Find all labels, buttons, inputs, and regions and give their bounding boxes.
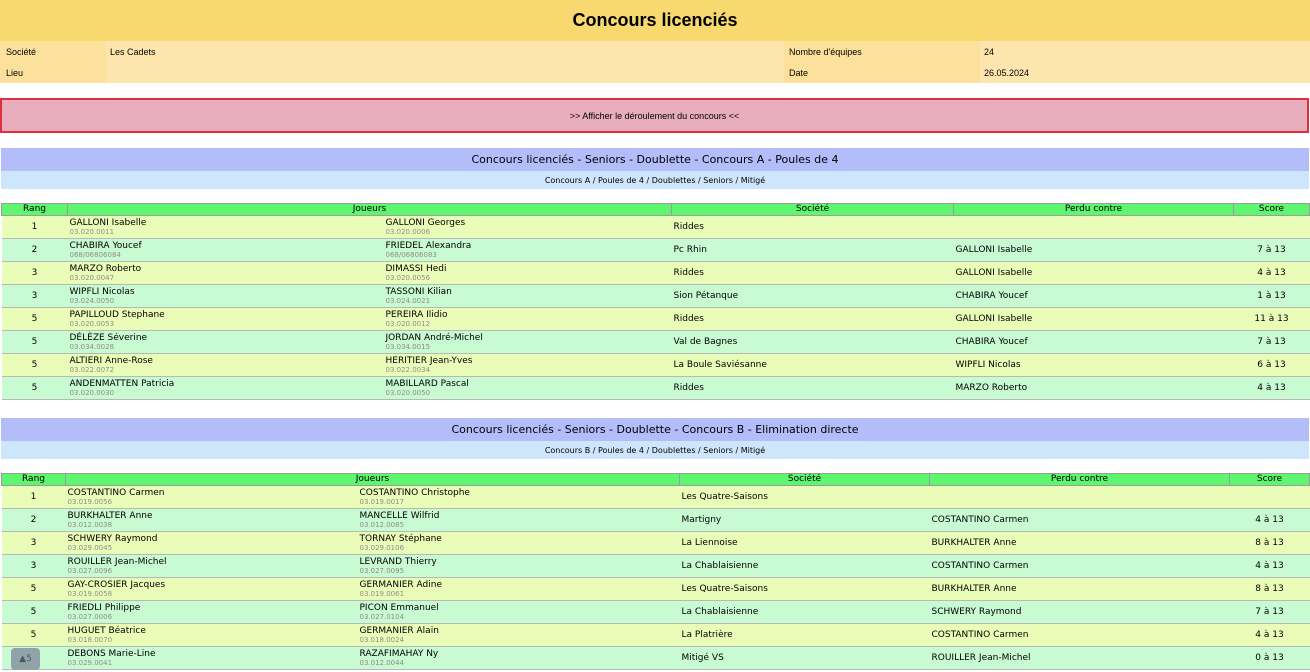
rank-cell: 5	[2, 377, 68, 400]
score-cell: 6 à 13	[1234, 354, 1310, 377]
license-number: 068/06806084	[69, 250, 121, 259]
lost-against-cell	[954, 216, 1234, 239]
license-number: 03.034.0015	[385, 342, 431, 351]
license-number: 03.027.0006	[67, 612, 113, 621]
player-name: GERMANIER Adine	[359, 579, 442, 590]
rank-cell: 2	[2, 239, 68, 262]
player-2-cell	[384, 285, 672, 308]
player-name: ANDENMATTEN Patricia	[69, 378, 175, 389]
player-1-cell	[68, 216, 384, 239]
rank-cell: 5	[2, 308, 68, 331]
player-name: TASSONI Kilian	[385, 286, 452, 297]
societe-value: Les Cadets	[106, 41, 784, 62]
player-2-cell	[358, 601, 680, 624]
license-number: 03.020.0011	[69, 227, 115, 236]
player-name: ROUILLER Jean-Michel	[67, 556, 167, 567]
rank-cell: 3	[2, 532, 66, 555]
score-cell: 4 à 13	[1234, 377, 1310, 400]
lost-against-cell: COSTANTINO Carmen	[930, 624, 1230, 647]
lost-against-cell: CHABIRA Youcef	[954, 285, 1234, 308]
license-number: 03.020.0053	[69, 319, 115, 328]
player-1-cell	[66, 509, 358, 532]
rank-cell: 5	[2, 331, 68, 354]
score-cell	[1234, 216, 1310, 239]
player-2-cell	[384, 262, 672, 285]
player-name: RAZAFIMAHAY Ny	[359, 648, 439, 659]
societe-label: Société	[0, 41, 106, 62]
player-name: FRIEDEL Alexandra	[385, 240, 472, 251]
license-number: 03.020.0030	[69, 388, 115, 397]
license-number: 03.029.0041	[67, 658, 113, 667]
rank-cell: 3	[2, 262, 68, 285]
club-cell: Mitigé VS	[680, 647, 930, 670]
lieu-value	[106, 62, 784, 83]
player-name: DEBONS Marie-Line	[67, 648, 156, 659]
date-label: Date	[784, 62, 980, 83]
club-cell: Riddes	[672, 262, 954, 285]
rank-cell: 5	[2, 601, 66, 624]
player-name: HERITIER Jean-Yves	[385, 355, 473, 366]
table-row	[2, 377, 1310, 400]
license-number: 03.012.0038	[67, 520, 113, 529]
score-cell: 1 à 13	[1234, 285, 1310, 308]
score-cell: 8 à 13	[1230, 578, 1310, 601]
table-header-row	[2, 204, 1310, 216]
score-cell: 7 à 13	[1234, 331, 1310, 354]
rank-cell: 3	[2, 285, 68, 308]
player-2-cell	[384, 308, 672, 331]
rank-cell: 5	[2, 354, 68, 377]
player-name: MANCELLE Wilfrid	[359, 510, 440, 521]
lost-against-cell: GALLONI Isabelle	[954, 262, 1234, 285]
player-1-cell	[68, 331, 384, 354]
score-cell: 4 à 13	[1230, 509, 1310, 532]
license-number: 03.029.0106	[359, 543, 405, 552]
player-1-cell	[66, 532, 358, 555]
player-name: HUGUET Béatrice	[67, 625, 146, 636]
rank-cell: 5	[2, 578, 66, 601]
license-number: 03.024.0050	[69, 296, 115, 305]
player-name: MARZO Roberto	[69, 263, 142, 274]
score-cell: 8 à 13	[1230, 532, 1310, 555]
section-subtitle: Concours B / Poules de 4 / Doublettes / Seniors / Mitigé	[1, 441, 1309, 459]
player-2-cell	[384, 239, 672, 262]
club-cell: Les Quatre-Saisons	[680, 486, 930, 509]
player-1-cell	[68, 262, 384, 285]
player-1-cell	[66, 601, 358, 624]
col-societe: Société	[680, 474, 930, 486]
club-cell: Riddes	[672, 308, 954, 331]
rank-cell: 2	[2, 509, 66, 532]
page-title: Concours licenciés	[572, 10, 738, 30]
player-2-cell	[358, 647, 680, 670]
club-cell: La Chablaisienne	[680, 601, 930, 624]
license-number: 03.012.0044	[359, 658, 405, 667]
license-number: 03.027.0096	[67, 566, 113, 575]
rank-cell: 1	[2, 486, 66, 509]
player-2-cell	[358, 578, 680, 601]
results-table	[1, 473, 1310, 670]
score-cell: 0 à 13	[1230, 647, 1310, 670]
player-name: COSTANTINO Christophe	[359, 487, 470, 498]
lost-against-cell: ROUILLER Jean-Michel	[930, 647, 1230, 670]
table-row	[2, 262, 1310, 285]
player-name: CHABIRA Youcef	[69, 240, 142, 251]
score-cell: 4 à 13	[1234, 262, 1310, 285]
license-number: 03.018.0024	[359, 635, 405, 644]
lost-against-cell: COSTANTINO Carmen	[930, 509, 1230, 532]
player-name: ALTIERI Anne-Rose	[69, 355, 153, 366]
table-row	[2, 555, 1310, 578]
lost-against-cell: BURKHALTER Anne	[930, 578, 1230, 601]
lost-against-cell	[930, 486, 1230, 509]
results-table	[1, 203, 1310, 400]
club-cell: Martigny	[680, 509, 930, 532]
license-number: 068/06806083	[385, 250, 437, 259]
license-number: 03.020.0012	[385, 319, 431, 328]
club-cell: Riddes	[672, 377, 954, 400]
club-cell: Val de Bagnes	[672, 331, 954, 354]
player-2-cell	[358, 486, 680, 509]
info-row-1	[0, 41, 1310, 62]
player-1-cell	[66, 624, 358, 647]
player-name: PAPILLOUD Stephane	[69, 309, 165, 320]
lost-against-cell: WIPFLI Nicolas	[954, 354, 1234, 377]
club-cell: Riddes	[672, 216, 954, 239]
player-2-cell	[384, 216, 672, 239]
player-name: PEREIRA Ilidio	[385, 309, 448, 320]
section-title: Concours licenciés - Seniors - Doublette - Concours A - Poules de 4	[1, 148, 1309, 171]
table-row	[2, 239, 1310, 262]
table-row	[2, 601, 1310, 624]
player-name: GERMANIER Alain	[359, 625, 439, 636]
license-number: 03.020.0047	[69, 273, 115, 282]
lost-against-cell: CHABIRA Youcef	[954, 331, 1234, 354]
lost-against-cell: GALLONI Isabelle	[954, 239, 1234, 262]
lost-against-cell: GALLONI Isabelle	[954, 308, 1234, 331]
license-number: 03.022.0034	[385, 365, 431, 374]
table-row	[2, 578, 1310, 601]
rank-cell: 1	[2, 216, 68, 239]
table-row	[2, 509, 1310, 532]
col-rang: Rang	[2, 204, 68, 216]
player-1-cell	[68, 354, 384, 377]
license-number: 03.019.0017	[359, 497, 405, 506]
license-number: 03.027.0104	[359, 612, 405, 621]
col-perdu-contre: Perdu contre	[930, 474, 1230, 486]
player-name: BURKHALTER Anne	[67, 510, 153, 521]
player-name: GAY-CROSIER Jacques	[67, 579, 166, 590]
player-name: COSTANTINO Carmen	[67, 487, 165, 498]
license-number: 03.020.0006	[385, 227, 431, 236]
license-number: 03.020.0056	[385, 273, 431, 282]
club-cell: Sion Pétanque	[672, 285, 954, 308]
player-1-cell	[68, 308, 384, 331]
player-name: TORNAY Stéphane	[359, 533, 442, 544]
license-number: 03.018.0070	[67, 635, 113, 644]
club-cell: Les Quatre-Saisons	[680, 578, 930, 601]
player-name: LEVRAND Thierry	[359, 556, 437, 567]
back-to-top-button[interactable]	[11, 648, 40, 670]
player-1-cell	[66, 555, 358, 578]
license-number: 03.034.0028	[69, 342, 115, 351]
license-number: 03.020.0050	[385, 388, 431, 397]
license-number: 03.019.0058	[67, 589, 113, 598]
rank-cell: 5	[2, 624, 66, 647]
show-progress-button[interactable]: >> Afficher le déroulement du concours <<	[0, 98, 1309, 133]
section-concours-a	[1, 148, 1309, 400]
club-cell: La Platrière	[680, 624, 930, 647]
player-1-cell	[66, 647, 358, 670]
table-row	[2, 486, 1310, 509]
lost-against-cell: MARZO Roberto	[954, 377, 1234, 400]
table-row	[2, 308, 1310, 331]
player-name: DIMASSI Hedi	[385, 263, 447, 274]
license-number: 03.024.0021	[385, 296, 431, 305]
player-name: SCHWERY Raymond	[67, 533, 158, 544]
player-2-cell	[358, 555, 680, 578]
player-name: MABILLARD Pascal	[385, 378, 469, 389]
player-name: PICON Emmanuel	[359, 602, 439, 613]
score-cell: 11 à 13	[1234, 308, 1310, 331]
col-joueurs: Joueurs	[68, 204, 672, 216]
title-bar	[0, 0, 1310, 41]
col-score: Score	[1230, 474, 1310, 486]
player-1-cell	[68, 285, 384, 308]
license-number: 03.019.0061	[359, 589, 405, 598]
table-row	[2, 285, 1310, 308]
table-row	[2, 532, 1310, 555]
table-row	[2, 216, 1310, 239]
player-name: JORDAN André-Michel	[385, 332, 483, 343]
lost-against-cell: SCHWERY Raymond	[930, 601, 1230, 624]
score-cell: 7 à 13	[1230, 601, 1310, 624]
score-cell: 7 à 13	[1234, 239, 1310, 262]
col-joueurs: Joueurs	[66, 474, 680, 486]
arrow-up-icon: ▲5	[19, 654, 32, 664]
club-cell: La Liennoise	[680, 532, 930, 555]
player-name: WIPFLI Nicolas	[69, 286, 135, 297]
table-header-row	[2, 474, 1310, 486]
tournament-header	[0, 0, 1310, 83]
section-subtitle: Concours A / Poules de 4 / Doublettes / Seniors / Mitigé	[1, 171, 1309, 189]
col-perdu-contre: Perdu contre	[954, 204, 1234, 216]
player-1-cell	[66, 578, 358, 601]
player-2-cell	[358, 509, 680, 532]
score-cell: 4 à 13	[1230, 555, 1310, 578]
license-number: 03.029.0045	[67, 543, 113, 552]
lieu-label: Lieu	[0, 62, 106, 83]
score-cell: 4 à 13	[1230, 624, 1310, 647]
table-row	[2, 647, 1310, 670]
player-2-cell	[384, 377, 672, 400]
player-2-cell	[358, 532, 680, 555]
equipes-label: Nombre d'équipes	[784, 41, 980, 62]
col-score: Score	[1234, 204, 1310, 216]
player-name: GALLONI Georges	[385, 217, 466, 228]
date-value: 26.05.2024	[980, 62, 1310, 83]
col-rang: Rang	[2, 474, 66, 486]
table-row	[2, 624, 1310, 647]
player-1-cell	[68, 377, 384, 400]
equipes-value: 24	[980, 41, 1310, 62]
club-cell: La Boule Saviésanne	[672, 354, 954, 377]
player-2-cell	[358, 624, 680, 647]
license-number: 03.022.0072	[69, 365, 115, 374]
lost-against-cell: BURKHALTER Anne	[930, 532, 1230, 555]
player-1-cell	[68, 239, 384, 262]
table-row	[2, 354, 1310, 377]
player-name: FRIEDLI Philippe	[67, 602, 141, 613]
player-name: GALLONI Isabelle	[69, 217, 147, 228]
lost-against-cell: COSTANTINO Carmen	[930, 555, 1230, 578]
club-cell: La Chablaisienne	[680, 555, 930, 578]
col-societe: Société	[672, 204, 954, 216]
player-1-cell	[66, 486, 358, 509]
license-number: 03.019.0056	[67, 497, 113, 506]
license-number: 03.027.0095	[359, 566, 405, 575]
player-name: DÉLÈZE Séverine	[69, 332, 148, 343]
player-2-cell	[384, 331, 672, 354]
license-number: 03.012.0085	[359, 520, 405, 529]
player-2-cell	[384, 354, 672, 377]
section-title: Concours licenciés - Seniors - Doublette - Concours B - Elimination directe	[1, 418, 1309, 441]
section-concours-b	[1, 418, 1309, 670]
rank-cell: 3	[2, 555, 66, 578]
table-row	[2, 331, 1310, 354]
info-row-2	[0, 62, 1310, 83]
score-cell	[1230, 486, 1310, 509]
club-cell: Pc Rhin	[672, 239, 954, 262]
